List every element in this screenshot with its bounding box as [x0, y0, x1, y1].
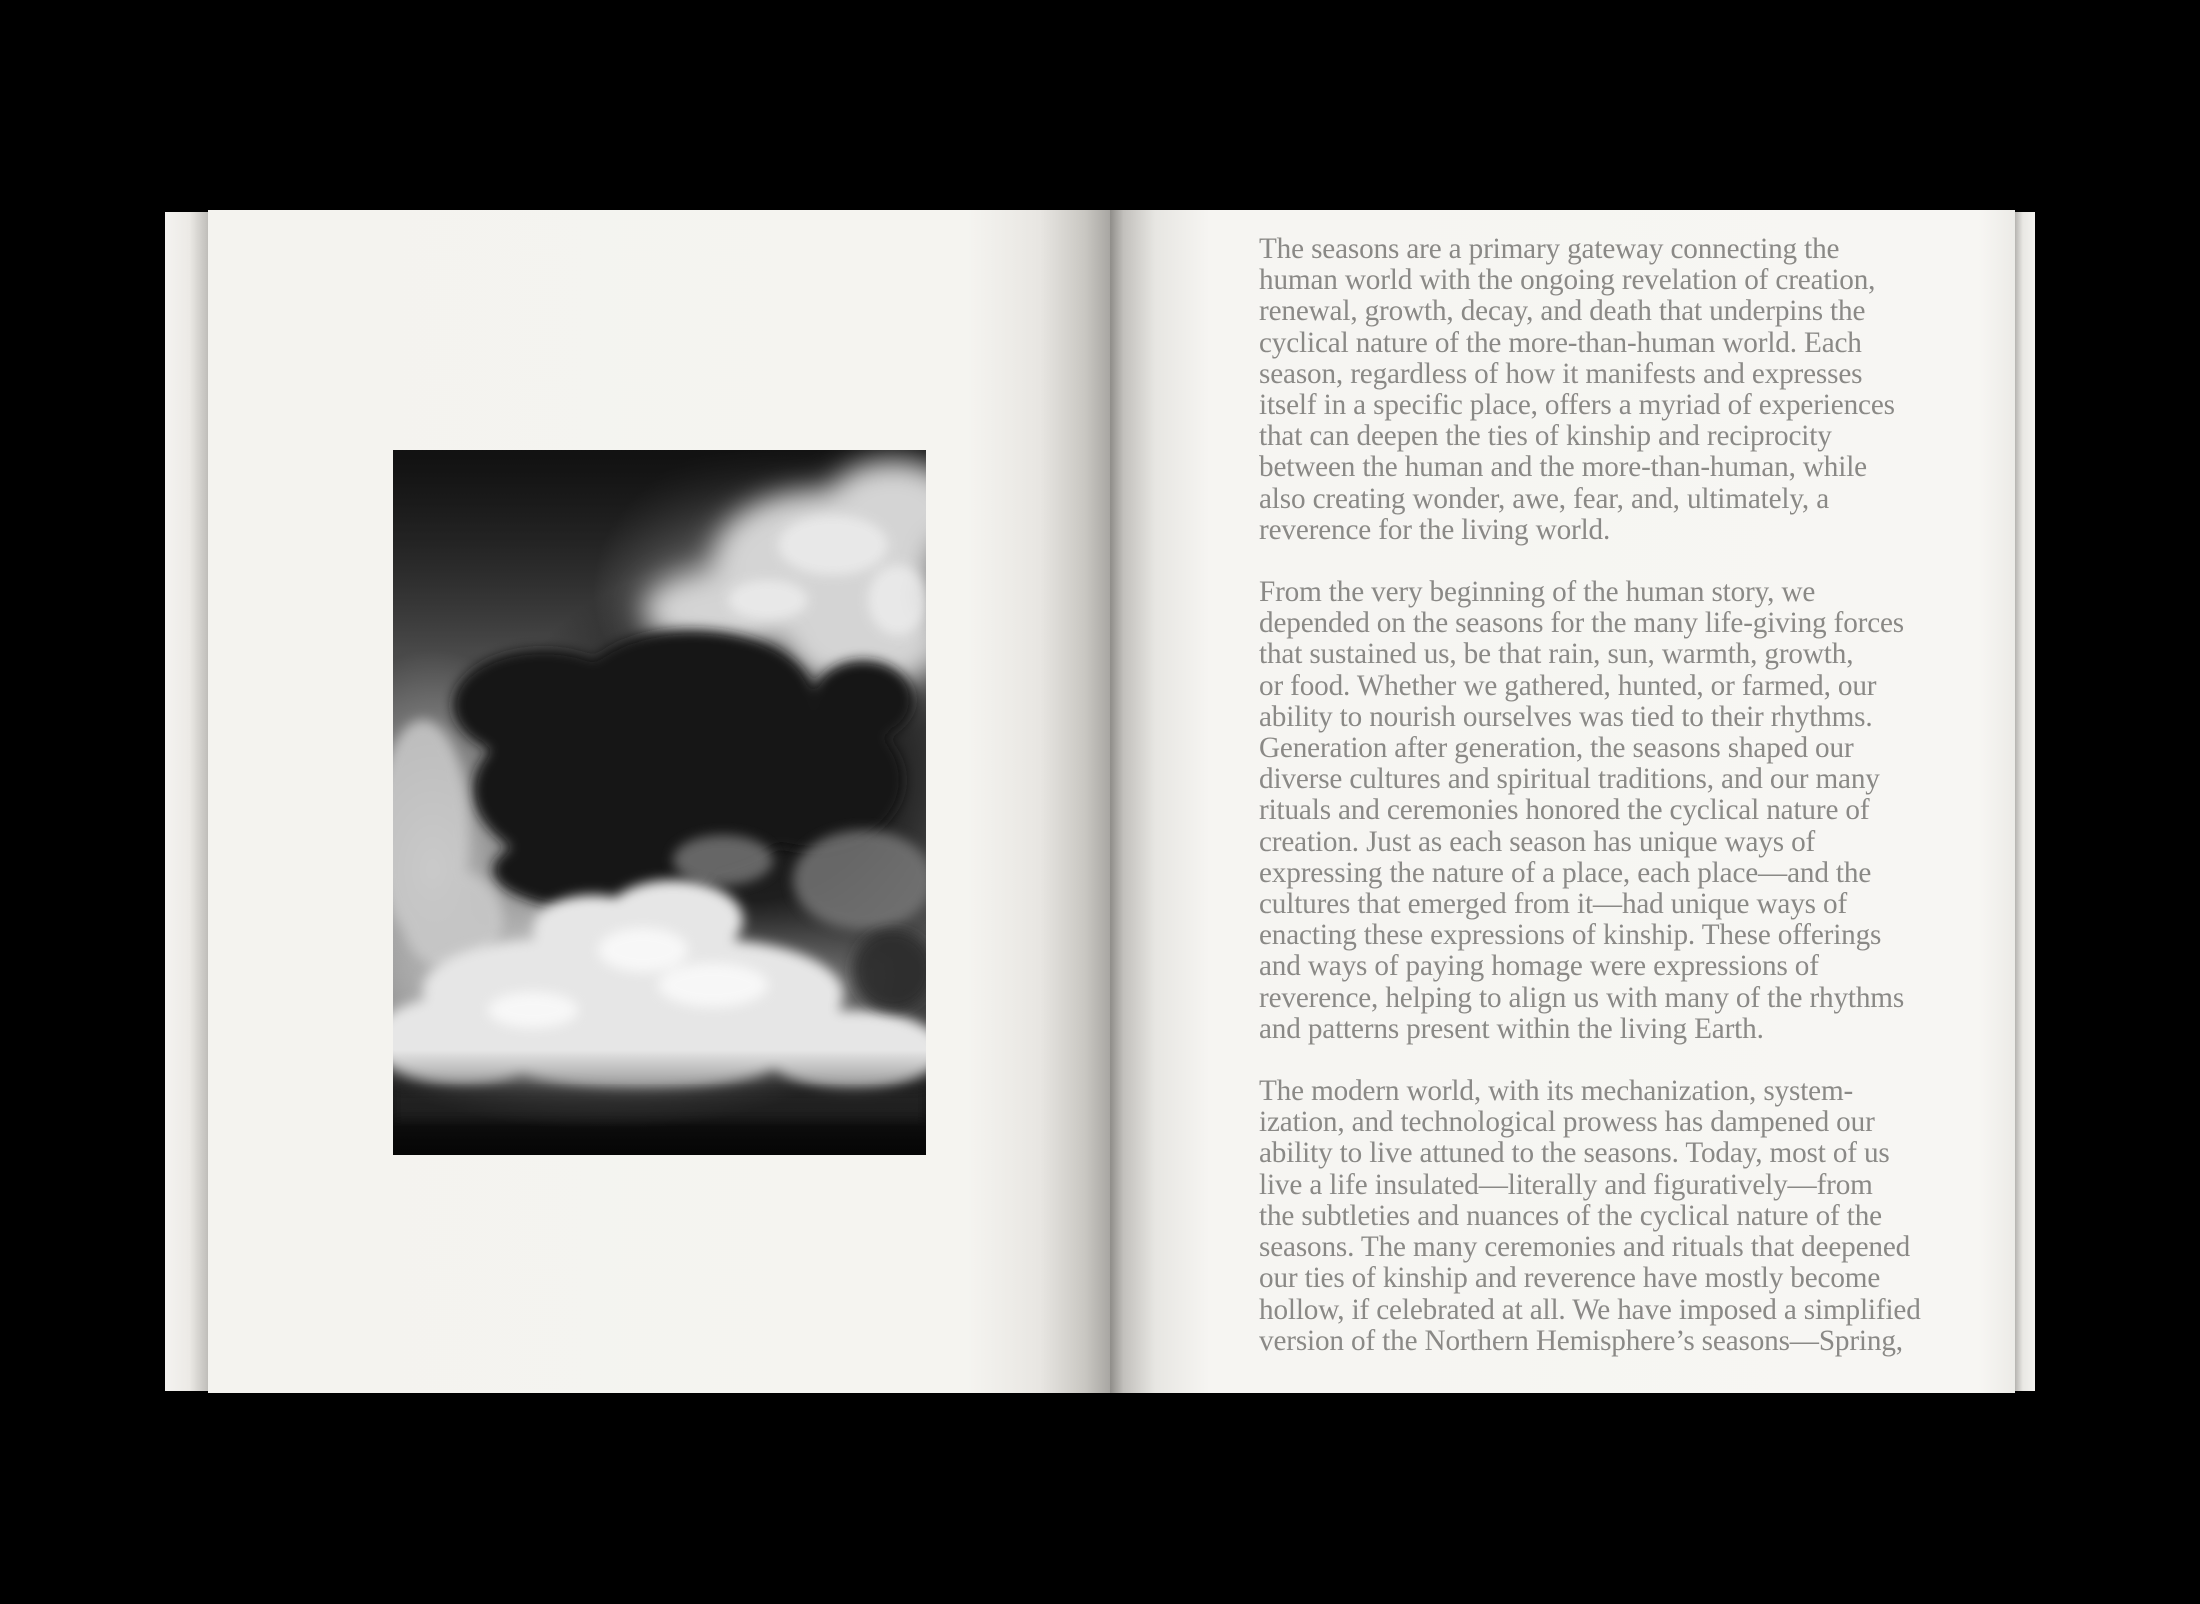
- body-text: [1259, 234, 2015, 1388]
- left-page-stack-edge: [165, 212, 209, 1391]
- paragraph-3: The modern world, with its mechanization, system- ization, and technological prowess has dampened our ability to live attuned to the seasons. Today, most of us live a life insulated—literally and figuratively—from the subtleties and nuances of the cyclical nature of the seasons. The many ceremonies and rituals that deepened our ties of kinship and reverence have mostly become hollow, if celebrated at all. We have imposed a simplified version of the Northern Hemisphere’s seasons—Spring,: [1259, 1075, 1921, 1357]
- right-page: [1110, 210, 2015, 1393]
- paragraph-1: The seasons are a primary gateway connecting the human world with the ongoing revelation of creation, renewal, growth, decay, and death that underpins the cyclical nature of the more-than-human world. Each season, regardless of how it manifests and expresses itself in a specific place, offers a myriad of experiences that can deepen the ties of kinship and reciprocity between the human and the more-than-human, while also creating wonder, awe, fear, and, ultimately, a reverence for the living world.: [1259, 233, 1895, 546]
- cloud-photo: [393, 450, 926, 1155]
- cloud-photo-image: [393, 450, 926, 1155]
- left-page: [208, 210, 1112, 1393]
- open-book: [165, 210, 2035, 1393]
- right-page-stack-edge: [2013, 212, 2035, 1391]
- paragraph-2: From the very beginning of the human story, we depended on the seasons for the many life-giving forces that sustained us, be that rain, sun, warmth, growth, or food. Whether we gathered, hunted, or farmed, our ability to nourish ourselves was tied to their rhythms. Generation after generation, the seasons shaped our diverse cultures and spiritual traditions, and our many rituals and ceremonies honored the cyclical nature of creation. Just as each season has unique ways of expressing the nature of a place, each place—and the cultures that emerged from it—had unique ways of enacting these expressions of kinship. These offerings and ways of paying homage were expressions of reverence, helping to align us with many of the rhythms and patterns present within the living Earth.: [1259, 576, 1905, 1045]
